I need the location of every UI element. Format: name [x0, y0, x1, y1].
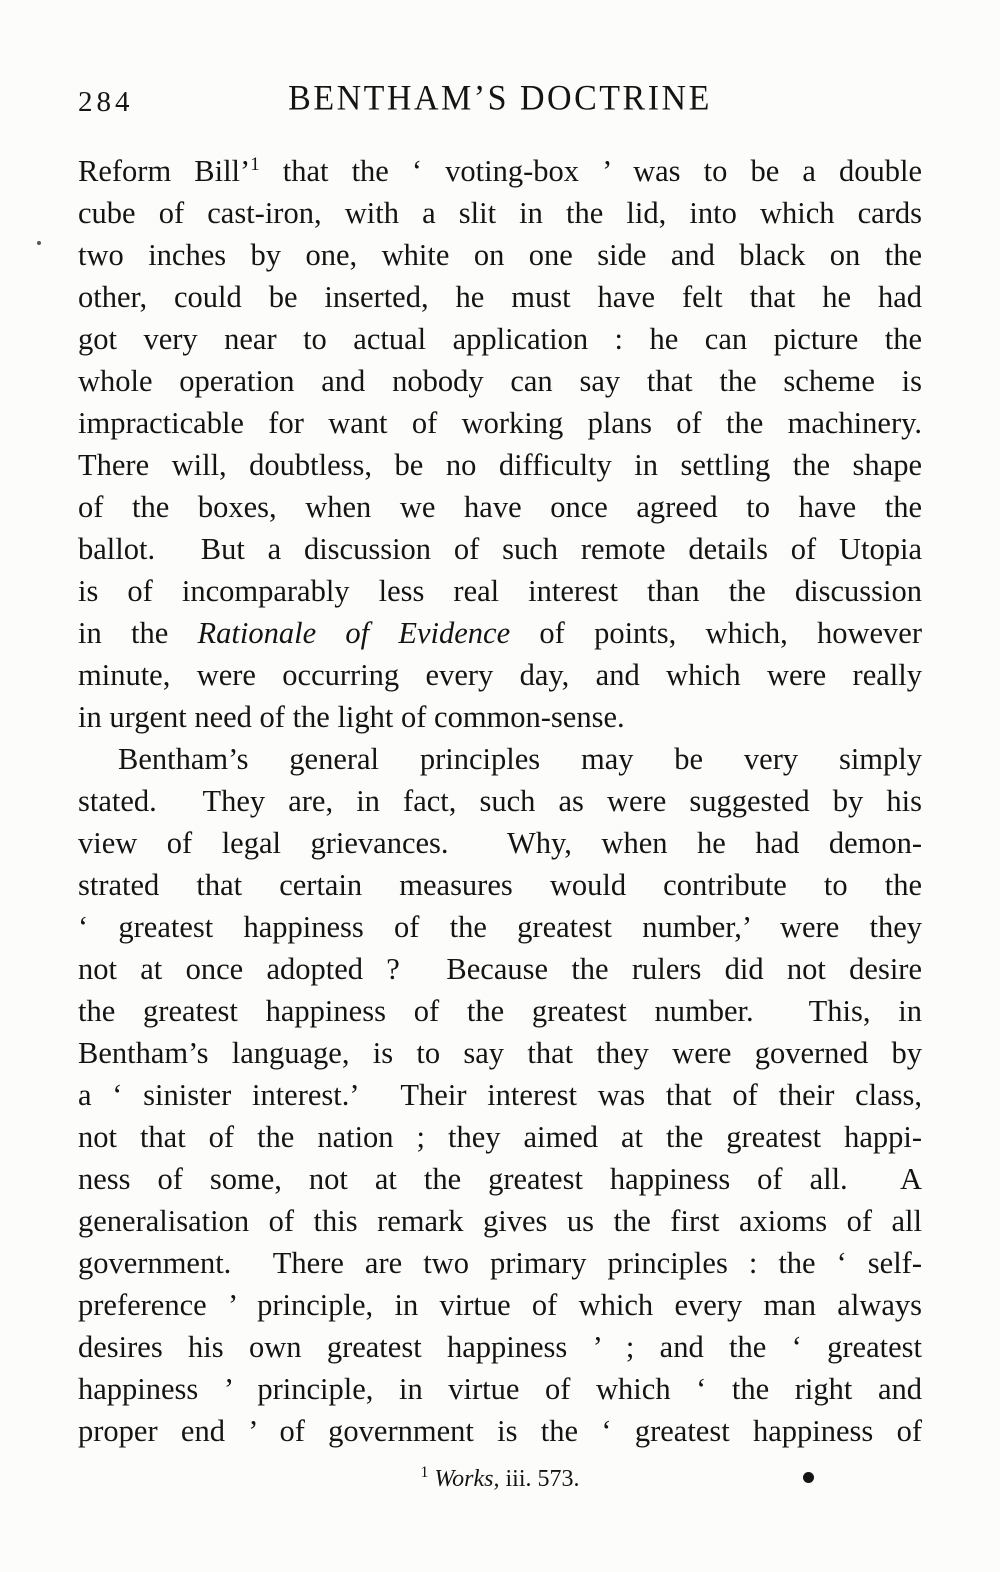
footnote-marker: 1 [250, 153, 260, 175]
page-header [78, 80, 922, 122]
text-line: cube of cast-iron, with a slit in the lid, into which cards [78, 196, 922, 230]
text-line: preference ’ principle, in virtue of which every man always [78, 1288, 922, 1322]
margin-speck [37, 241, 41, 245]
text-segment: Reform Bill’ [78, 154, 251, 188]
text-line: not that of the nation ; they aimed at the greatest happi- [78, 1120, 922, 1154]
text-line: the greatest happiness of the greatest number. This, in [78, 994, 922, 1028]
text-line: not at once adopted ? Because the rulers did not desire [78, 952, 922, 986]
text-line: two inches by one, white on one side and black on the [78, 238, 922, 272]
body-text [78, 150, 922, 1452]
text-line: strated that certain measures would contribute to the [78, 868, 922, 902]
text-line: proper end ’ of government is the ‘ greatest happiness of [78, 1414, 922, 1448]
text-line [78, 612, 922, 654]
ink-dot [803, 1472, 814, 1483]
footnote [78, 1466, 922, 1493]
text-segment: in the [78, 616, 198, 650]
text-column [78, 80, 922, 1493]
text-line: impracticable for want of working plans of the machinery. [78, 406, 922, 440]
text-line: view of legal grievances. Why, when he had demon- [78, 826, 922, 860]
text-line: a ‘ sinister interest.’ Their interest was that of their class, [78, 1078, 922, 1112]
text-line [78, 150, 922, 192]
text-line: Bentham’s general principles may be very simply [118, 742, 922, 776]
text-line: of the boxes, when we have once agreed to have the [78, 490, 922, 524]
page-number: 284 [78, 86, 134, 118]
text-line: other, could be inserted, he must have felt that he had [78, 280, 922, 314]
text-line: whole operation and nobody can say that the scheme is [78, 364, 922, 398]
footnote-reference: iii. 573. [499, 1466, 580, 1492]
text-line: stated. They are, in fact, such as were suggested by his [78, 784, 922, 818]
text-line: There will, doubtless, be no difficulty in settling the shape [78, 448, 922, 482]
text-line: minute, were occurring every day, and which were really [78, 658, 922, 692]
text-segment: of points, which, however [510, 616, 922, 650]
text-line: generalisation of this remark gives us the first axioms of all [78, 1204, 922, 1238]
text-line: desires his own greatest happiness ’ ; and the ‘ greatest [78, 1330, 922, 1364]
running-title: BENTHAM’S DOCTRINE [288, 79, 712, 118]
text-segment: that the ‘ voting-box ’ was to be a double [259, 154, 922, 188]
text-line: in urgent need of the light of common-sense. [78, 700, 625, 734]
text-line: got very near to actual application : he can picture the [78, 322, 922, 356]
text-line: ballot. But a discussion of such remote details of Utopia [78, 532, 922, 566]
text-line: happiness ’ principle, in virtue of which ‘ the right and [78, 1372, 922, 1406]
text-line: ness of some, not at the greatest happiness of all. A [78, 1162, 922, 1196]
text-line: ‘ greatest happiness of the greatest number,’ were they [78, 910, 922, 944]
text-line: Bentham’s language, is to say that they were governed by [78, 1036, 922, 1070]
text-line: government. There are two primary principles : the ‘ self- [78, 1246, 922, 1280]
footnote-marker: 1 [420, 1464, 429, 1481]
text-line: is of incomparably less real interest than the discussion [78, 574, 922, 608]
footnote-work-title: Works, [434, 1466, 500, 1492]
italic-work-title: Rationale of Evidence [197, 616, 511, 650]
